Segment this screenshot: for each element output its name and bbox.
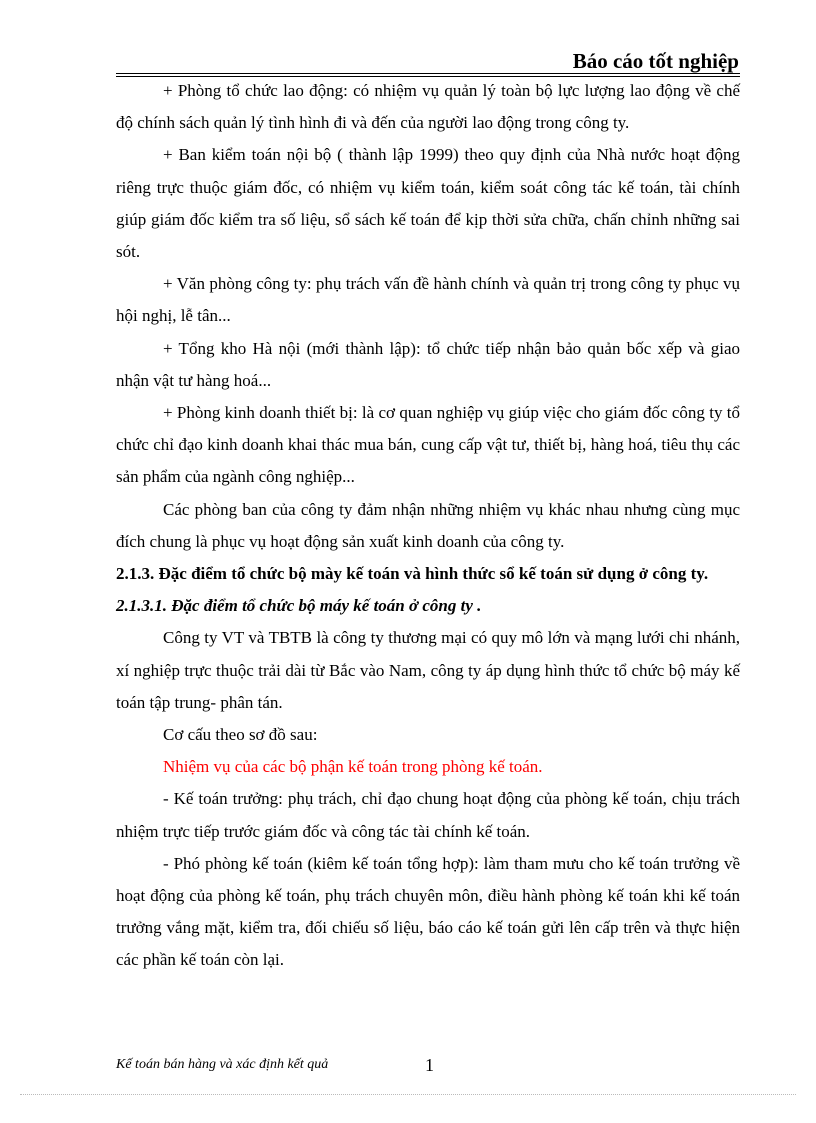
paragraph-duties-heading-red: Nhiệm vụ của các bộ phận kế toán trong phòng kế toán. (163, 757, 543, 777)
paragraph-departments-summary: Các phòng ban của công ty đảm nhận những nhiệm vụ khác nhau nhưng cùng mục đích chung là phục vụ hoạt động sản xuất kinh doanh của công ty. (116, 499, 740, 551)
section-heading-2-1-3: 2.1.3. Đặc điểm tổ chức bộ mày kế toán và hình thức sổ kế toán sử dụng ở công ty. (116, 564, 709, 584)
subsection-heading-2-1-3-1: 2.1.3.1. Đặc điểm tổ chức bộ máy kế toán ở công ty . (116, 596, 482, 616)
paragraph-company-office: + Văn phòng công ty: phụ trách vấn đề hành chính và quản trị trong công ty phục vụ hội nghị, lễ tân... (116, 274, 740, 326)
paragraph-hanoi-warehouse: + Tổng kho Hà nội (mới thành lập): tổ chức tiếp nhận bảo quản bốc xếp và giao nhận vật tư hàng hoá... (116, 338, 740, 390)
page-number: 1 (425, 1055, 434, 1075)
header-title: Báo cáo tốt nghiệp (572, 49, 739, 73)
paragraph-structure-intro: Cơ cấu theo sơ đồ sau: (163, 725, 318, 745)
paragraph-deputy-accountant: - Phó phòng kế toán (kiêm kế toán tổng hợp): làm tham mưu cho kế toán trưởng về hoạt động của phòng kế toán, phụ trách chuyên môn, điều hành phòng kế toán khi kế toán trưởng vắng mặt, kiểm tra, đối chiếu số liệu, báo cáo kế toán gửi lên cấp trên và thực hiện các phần kế toán còn lại. (116, 853, 740, 970)
footer-text: Kế toán bán hàng và xác định kết quả (116, 1057, 329, 1072)
page-bottom-divider (20, 1094, 796, 1095)
paragraph-chief-accountant: - Kế toán trưởng: phụ trách, chỉ đạo chung hoạt động của phòng kế toán, chịu trách nhiệm trực tiếp trước giám đốc và công tác tài chính kế toán. (116, 789, 740, 841)
paragraph-equipment-business: + Phòng kinh doanh thiết bị: là cơ quan nghiệp vụ giúp việc cho giám đốc công ty tổ chức chỉ đạo kinh doanh khai thác mua bán, cung cấp vật tư, thiết bị, hàng hoá, tiêu thụ các sản phẩm của ngành công nghiệp... (116, 403, 740, 487)
header-rule-top (116, 73, 740, 74)
document-body (116, 75, 740, 977)
paragraph-internal-audit: + Ban kiểm toán nội bộ ( thành lập 1999) theo quy định của Nhà nước hoạt động riêng trực thuộc giám đốc, có nhiệm vụ kiểm toán, kiểm soát công tác kế toán, tài chính giúp giám đốc kiểm tra số liệu, sổ sách kế toán để kịp thời sửa chữa, chấn chỉnh những sai sót. (116, 145, 740, 262)
paragraph-labor-department: + Phòng tổ chức lao động: có nhiệm vụ quản lý toàn bộ lực lượng lao động về chế độ chính sách quản lý tình hình đi và đến của người lao động trong công ty. (116, 81, 740, 133)
paragraph-company-overview: Công ty VT và TBTB là công ty thương mại có quy mô lớn và mạng lưới chi nhánh, xí nghiệp trực thuộc trải dài từ Bắc vào Nam, công ty áp dụng hình thức tổ chức bộ máy kế toán tập trung- phân tán. (116, 628, 740, 712)
